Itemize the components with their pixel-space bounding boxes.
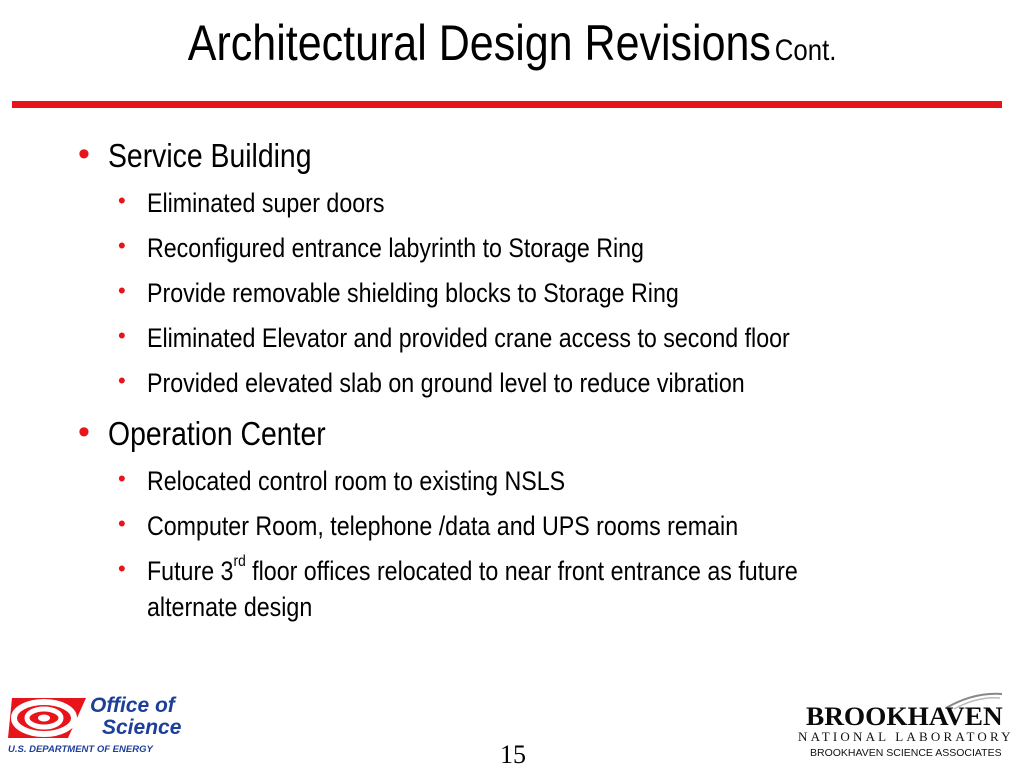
doe-swirl-icon xyxy=(8,694,88,742)
bullet-icon: • xyxy=(78,135,90,173)
title-suffix: Cont. xyxy=(774,34,837,67)
bullet-icon: • xyxy=(118,556,126,581)
slide-body: • Service Building • Eliminated super doors • Reconfigured entrance labyrinth to Storage Ring • Provide removable shielding blocks to Storage Ring • Eliminated Elevator and provided crane access to second floor • Provided elevated slab on ground level to reduce vibration • Operation Center • Relocated control room to existing NSLS • Computer Room, telephone /data and UPS rooms remain • Future 3rd floor offices relocated to near front entrance as future alternate design xyxy=(78,135,798,622)
bullet-icon: • xyxy=(78,413,90,451)
bullet-icon: • xyxy=(118,466,126,491)
bullet-icon: • xyxy=(118,323,126,348)
page-number: 15 xyxy=(500,740,526,769)
bullet-icon: • xyxy=(118,368,126,393)
bullet-icon: • xyxy=(118,188,126,213)
bullet-icon: • xyxy=(118,278,126,303)
bullet-icon: • xyxy=(118,511,126,536)
title-main: Architectural Design Revisions xyxy=(187,15,771,71)
brookhaven-logo: BROOKHAVEN NATIONAL LABORATORY BROOKHAVEN SCIENCE ASSOCIATES xyxy=(796,690,1011,762)
bullet-icon: • xyxy=(118,233,126,258)
office-of-science-logo: Office of Science U.S. DEPARTMENT OF ENERGY xyxy=(8,694,182,755)
